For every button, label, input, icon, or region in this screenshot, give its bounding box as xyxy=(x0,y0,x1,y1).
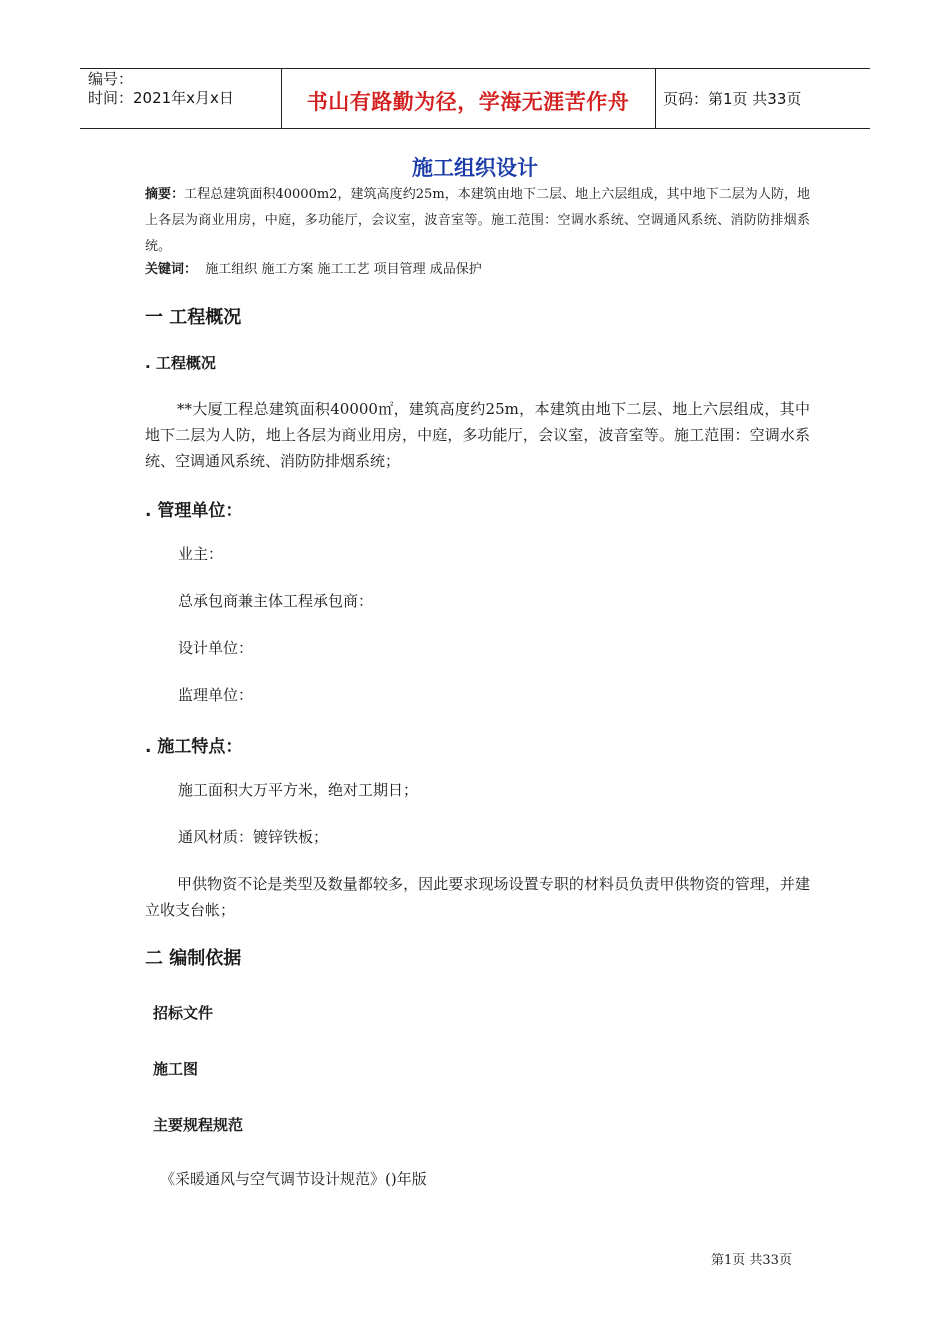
feature-item-material: 通风材质：镀锌铁板； xyxy=(178,828,329,846)
section1-sub1-heading: . 工程概况 xyxy=(145,354,216,372)
abstract xyxy=(145,182,810,260)
abstract-text: 工程总建筑面积40000m2，建筑高度约25m，本建筑由地下二层、地上六层组成，其中地下二层为人防，地上各层为商业用房，中庭，多功能厅，会议室，波音室等。施工范围：空调水系统、空调通风系统、消防防排烟系统。 xyxy=(145,187,810,254)
section1-heading: 一 工程概况 xyxy=(145,307,242,328)
keywords-text: 施工组织 施工方案 施工工艺 项目管理 成品保护 xyxy=(205,262,482,277)
section1-sub2-heading: . 管理单位： xyxy=(145,501,243,521)
header-motto: 书山有路勤为径，学海无涯苦作舟 xyxy=(306,90,630,114)
management-item-owner: 业主： xyxy=(178,545,224,563)
basis-reference: 《采暖通风与空气调节设计规范》()年版 xyxy=(160,1170,427,1188)
basis-item-tender: 招标文件 xyxy=(153,1004,214,1022)
header-bottom-border xyxy=(80,128,870,129)
header-page-info: 页码：第1页 共33页 xyxy=(663,90,802,108)
management-item-contractor: 总承包商兼主体工程承包商： xyxy=(178,592,374,610)
section1-sub1-paragraph: **大厦工程总建筑面积40000㎡，建筑高度约25m，本建筑由地下二层、地上六层组成，其中地下二层为人防，地上各层为商业用房，中庭，多功能厅，会议室，波音室等。施工范围：空调水系统、空调通风系统、消防防排烟系统； xyxy=(145,400,810,470)
basis-item-drawings: 施工图 xyxy=(153,1060,199,1078)
header-top-border xyxy=(80,68,870,69)
header-divider-right xyxy=(655,68,656,129)
feature-item-area: 施工面积大万平方米，绝对工期日； xyxy=(178,781,419,799)
abstract-label: 摘要： xyxy=(145,187,185,202)
header-number-label: 编号： xyxy=(88,70,134,88)
document-title: 施工组织设计 xyxy=(412,156,538,180)
management-item-designer: 设计单位： xyxy=(178,639,254,657)
header-meta xyxy=(88,70,234,108)
keywords-label: 关键词： xyxy=(145,262,198,277)
section1-sub3-paragraph: 甲供物资不论是类型及数量都较多，因此要求现场设置专职的材料员负责甲供物资的管理，并建立收支台帐； xyxy=(145,875,810,919)
header-time-label: 时间：2021年x月x日 xyxy=(88,89,234,107)
management-item-supervisor: 监理单位： xyxy=(178,686,254,704)
page-footer: 第1页 共33页 xyxy=(711,1253,792,1268)
section2-heading: 二 编制依据 xyxy=(145,948,242,969)
basis-item-codes: 主要规程规范 xyxy=(153,1116,244,1134)
keywords xyxy=(145,258,482,277)
section1-sub3-heading: . 施工特点： xyxy=(145,737,243,757)
